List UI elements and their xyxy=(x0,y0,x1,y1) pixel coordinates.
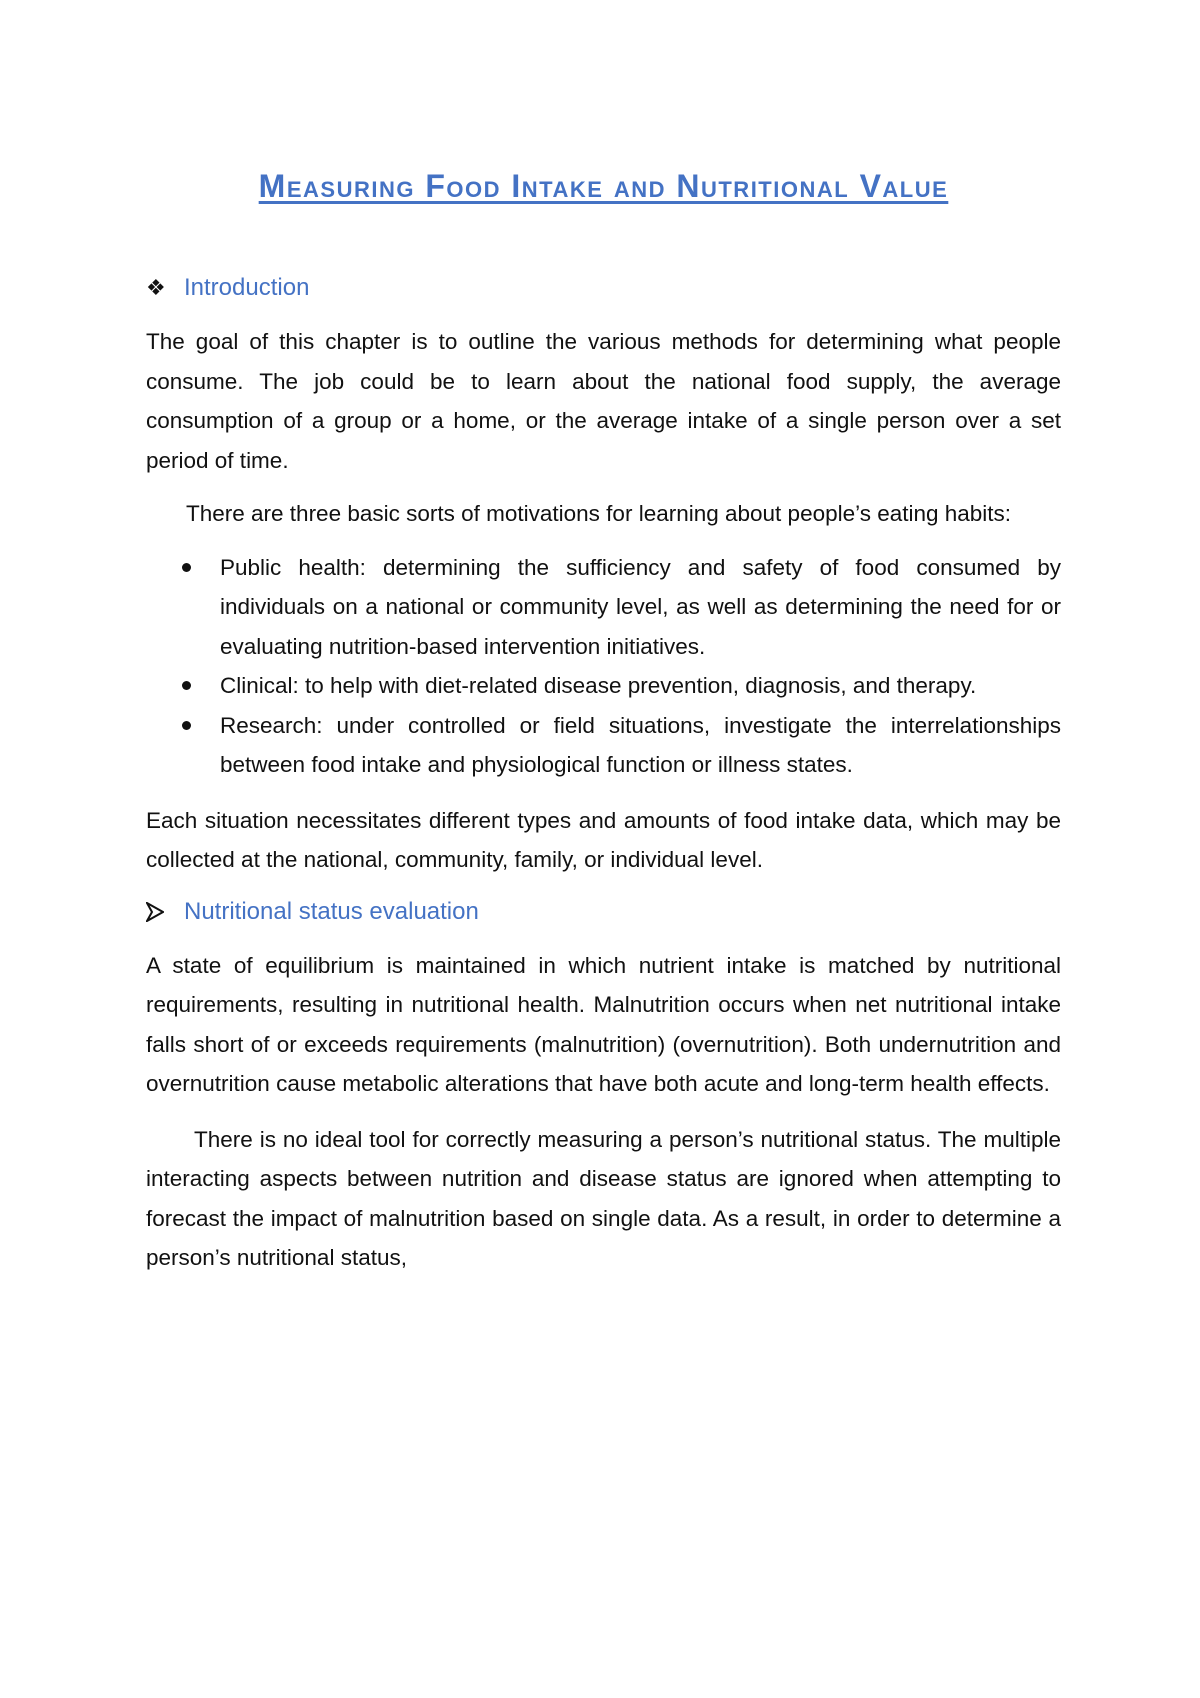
list-item-text: Clinical: to help with diet-related disease prevention, diagnosis, and therapy. xyxy=(220,673,977,698)
list-item xyxy=(146,666,1061,706)
section-heading-introduction xyxy=(146,270,1061,306)
document-title: Measuring Food Intake and Nutritional Value xyxy=(258,168,949,204)
section-heading-label: Nutritional status evaluation xyxy=(184,897,479,925)
bullet-dot-icon xyxy=(182,681,191,690)
paragraph: A state of equilibrium is maintained in which nutrient intake is matched by nutritional requirements, resulting in nutritional health. Malnutrition occurs when net nutritional intake falls short of or exceeds requirements (malnutrition) (overnutrition). Both undernutrition and overnutrition cause metabolic alterations that have both acute and long-term health effects. xyxy=(146,952,1061,1096)
bullet-dot-icon xyxy=(182,563,191,572)
motivations-list xyxy=(146,548,1061,785)
list-item xyxy=(146,548,1061,667)
paragraph: The goal of this chapter is to outline the various methods for determining what people consume. The job could be to learn about the national food supply, the average consumption of a group or a home, or the average intake of a single person over a set period of time. xyxy=(146,329,1061,473)
section-heading-nutritional-status xyxy=(146,894,1061,930)
paragraph: There is no ideal tool for correctly measuring a person’s nutritional status. The multiple interacting aspects between nutrition and disease status are ignored when attempting to forecast the impact of malnutrition based on single data. As a result, in order to determine a person’s nutritional status, xyxy=(146,1126,1061,1270)
list-item-text: Public health: determining the sufficiency and safety of food consumed by individuals on a national or community level, as well as determining the need for or evaluating nutrition-based intervention initiatives. xyxy=(220,554,1061,659)
diamond-quad-icon: ❖ xyxy=(146,275,166,300)
list-item xyxy=(146,706,1061,785)
arrowhead-icon xyxy=(146,902,184,922)
list-item-text: Research: under controlled or field situations, investigate the interrelationships between food intake and physiological function or illness states. xyxy=(220,712,1061,777)
section-heading-label: Introduction xyxy=(184,274,310,301)
document-body xyxy=(146,160,1061,1278)
bullet-dot-icon xyxy=(182,721,191,730)
paragraph: There are three basic sorts of motivations for learning about people’s eating habits: xyxy=(186,501,1012,526)
paragraph: Each situation necessitates different types and amounts of food intake data, which may be collected at the national, community, family, or individual level. xyxy=(146,807,1061,872)
